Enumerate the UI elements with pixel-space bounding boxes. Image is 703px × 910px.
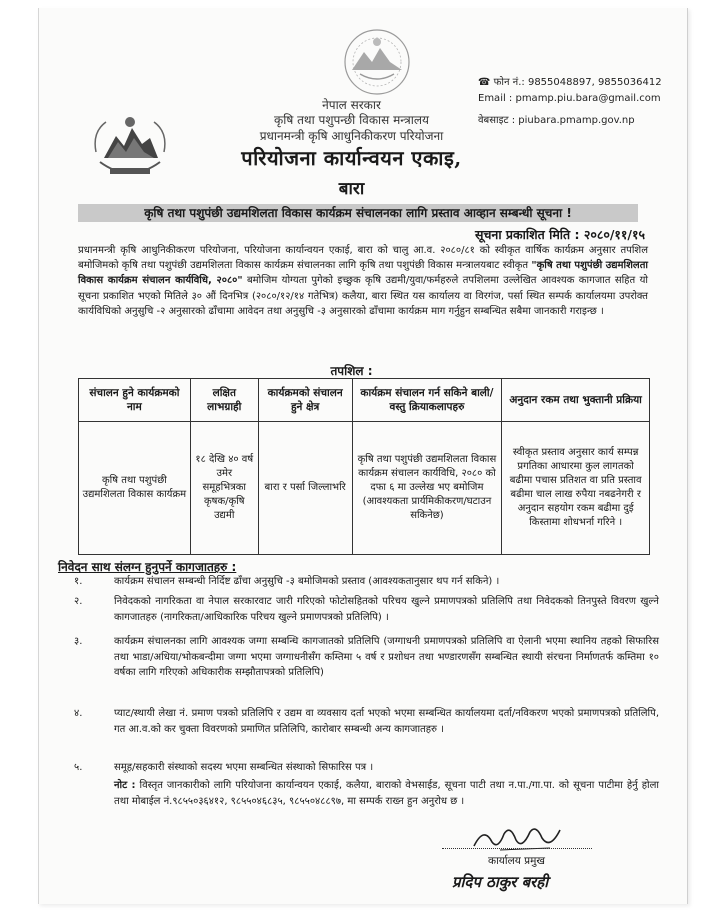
schedule-header-row	[79, 379, 650, 422]
table-row	[79, 422, 650, 555]
notice-note: नोट : विस्तृत जानकारीको लागि परियोजना कार्यान्वयन एकाई, कलैया, बाराको वेभसाईड, सूचना पाटी तथा न.पा./गा.पा. को सूचना पाटीमा हेर्नु होला तथा मोबाईल नं.९८५५०३६४१२, ९८५५०४६८३५, ९८५५०४८८९७, मा सम्पर्क राख्न हुन अनुरोध छ ।	[114, 780, 659, 807]
ministry-label: कृषि तथा पशुपन्छी विकास मन्त्रालय	[274, 113, 429, 127]
list-item: ३. कार्यक्रम संचालनका लागि आवश्यक जग्गा सम्बन्धि कागजातको प्रतिलिपि (जग्गाधनी प्रमाणपत्रको प्रतिलिपि वा ऐलानी भएमा स्थानिय तहको सिफारिस तथा भाडा/अधिया/भोकबन्दीमा जग्गा भएमा जग्गाधनीसँग कम्तिमा ५ वर्ष र प्रशोधन तथा भण्डारणसँग सम्बन्धित स्थायी संरचना निर्माणतर्फ कम्तिमा १० वर्षका लागि गरिएको अधिकारीक सम्झौतापत्रको प्रतिलिपि)	[74, 636, 659, 678]
schedule-header: संचालन हुने कार्यक्रमको नाम	[79, 379, 191, 422]
officer-title: कार्यालय प्रमुख	[488, 855, 545, 867]
list-item: २. निवेदकको नागरिकता वा नेपाल सरकारवाट जारी गरिएको फोटोसहितको परिचय खुल्ने प्रमाणपत्रको प्रतिलिपि तथा निवेदकको तिनपुस्ते विवरण खुल्ने कागजातहरु (नागरिकता/आधिकारिक परिचय खुल्ने प्रमाणपत्रको प्रतिलिपि) ।	[74, 596, 659, 623]
list-item: ५. समूह/सहकारी संस्थाको सदस्य भएमा सम्बन्धित संस्थाको सिफारिस पत्र ।	[74, 762, 374, 773]
schedule-header: कार्यक्रमको संचालन हुने क्षेत्र	[258, 379, 352, 422]
country-label: नेपाल सरकार	[322, 98, 381, 112]
table-cell: कृषि तथा पशुपंछी उद्यमशिलता विकास कार्यक्रम संचालन कार्यविधि, २०८० को दफा ६ मा उल्लेख भए बमोजिम (आवश्यकता प्रार्यमिकीकरण/घटाउन सकिनेछ)	[352, 422, 502, 555]
notice-subject: कृषि तथा पशुपंछी उद्यमशिलता विकास कार्यक्रम संचालनका लागि प्रस्ताव आव्हान सम्बन्धी सूचना !	[78, 204, 638, 222]
contact-phone: ☎ फोन नं.: 9855048897, 9855036412	[478, 77, 662, 88]
list-item: ४. प्याट/स्थायी लेखा नं. प्रमाण पत्रको प्रतिलिपि र उद्यम वा व्यवसाय दर्ता भएको भएमा सम्बन्धित कार्यालयमा दर्ता/नविकरण भएको प्रमाणपत्रको प्रतिलिपि, गत आ.व.को कर चुक्ता विवरणको प्रमाणित प्रतिलिपि, कारोबार सम्बन्धी अन्य कागजातहरु ।	[74, 708, 659, 735]
phone-icon: ☎	[478, 77, 491, 88]
project-label: प्रधानमन्त्री कृषि आधुनिकीकरण परियोजना	[259, 129, 444, 143]
unit-title: परियोजना कार्यान्वयन एकाइ,	[241, 146, 462, 170]
schedule-header: लक्षित लाभग्राही	[190, 379, 258, 422]
published-date: सूचना प्रकाशित मिति : २०८०/११/१५	[475, 227, 645, 242]
contact-website: वेबसाइट : piubara.pmamp.gov.np	[478, 115, 635, 126]
list-item: १. कार्यक्रम संचालन सम्बन्धी निर्दिष्ट ढाँचा अनुसुचि -३ बमोजिमको प्रस्ताव (आवश्यकतानुसार थप गर्न सकिने) ।	[74, 576, 500, 587]
contact-email: Email : pmamp.piu.bara@gmail.com	[478, 93, 661, 104]
table-cell: १८ देखि ४० वर्ष उमेर समूहभित्रका कृषक/कृषि उद्यमी	[190, 422, 258, 555]
schedule-header: कार्यक्रम संचालन गर्न सकिने बाली/वस्तु क्रियाकलापहरु	[352, 379, 502, 422]
officer-name: प्रदिप ठाकुर बरही	[452, 873, 549, 891]
table-cell: स्वीकृत प्रस्ताव अनुसार कार्य सम्पन्न प्रगतिका आधारमा कुल लागतको बढीमा पचास प्रतिशत वा प्रति प्रस्ताव बढीमा चाल लाख रुपैया नबढनेगरी र अनुदान सहयोग रकम बढीमा दुई किस्तामा शोधभर्ना गरिने ।	[502, 422, 650, 555]
location-title: बारा	[338, 179, 365, 199]
table-cell: कृषि तथा पशुपंछी उद्यमशिलता विकास कार्यक्रम	[79, 422, 191, 555]
signature-line	[442, 848, 592, 849]
schedule-header: अनुदान रकम तथा भुक्तानी प्रक्रिया	[502, 379, 650, 422]
schedule-title: तपशिल :	[330, 364, 373, 378]
notice-body: प्रधानमन्त्री कृषि आधुनिकीकरण परियोजना, परियोजना कार्यान्वयन एकाई, बारा को चालु आ.व. २०८०/८१ को स्वीकृत वार्षिक कार्यक्रम अनुसार तपशिल बमोजिमको कृषि तथा पशुपंछी उद्यमशिलता विकास कार्यक्रम संचालनका लागि कृषि तथा पशुपंछी विकास मन्त्रालयबाट स्वीकृत "कृषि तथा पशुपंछी उद्यमशिलता विकास कार्यक्रम संचालन कार्यविधि, २०८०" बमोजिम योग्यता पुगेको इच्छुक कृषि उद्यमी/युवा/फर्महरुले तपशिलमा उल्लेखित आवश्यक कागजात सहित यो सूचना प्रकाशित भएको मितिले ३० औं दिनभित्र (२०८०/१२/१४ गतेभित्र) कलैया, बारा स्थित यस कार्यालय वा विरगंज, पर्सा स्थित सम्पर्क कार्यालयमा उपरोक्त कार्यविधिको अनुसुचि -२ अनुसारको ढाँचामा आवेदन तथा अनुसुचि -३ अनुसारको ढाँचामा कार्यक्रम माग गर्नुहुन सम्बन्धित सबैमा जानकारी गराइन्छ ।	[78, 245, 648, 317]
table-cell: बारा र पर्सा जिल्लाभरि	[258, 422, 352, 555]
government-emblem-icon	[330, 28, 425, 100]
schedule-table	[78, 378, 650, 555]
attachments-heading: निवेदन साथ संलग्न हुनुपर्ने कागजातहरु :	[58, 560, 237, 574]
